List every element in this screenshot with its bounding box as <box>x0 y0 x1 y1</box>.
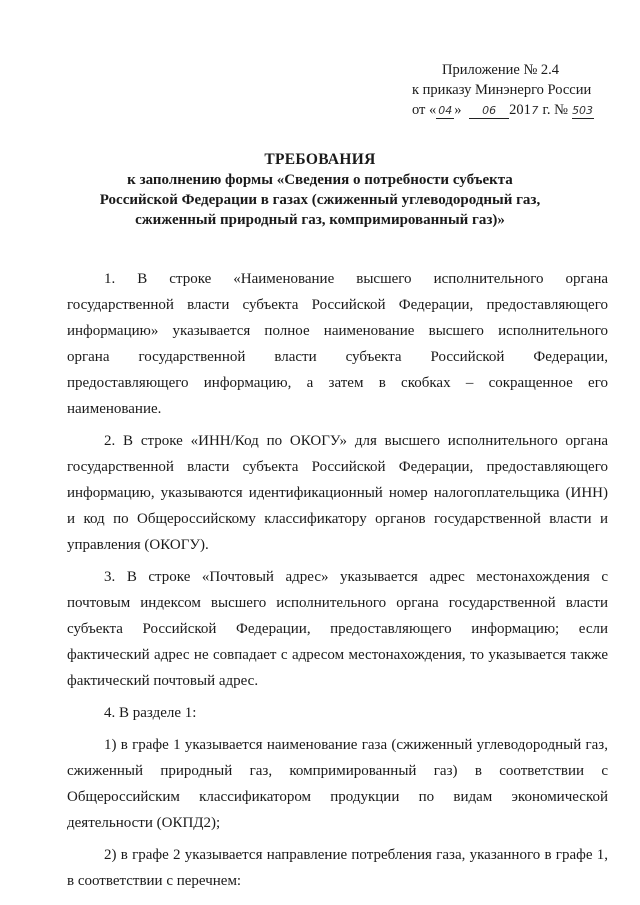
paragraph-4-item-2: 2) в графе 2 указывается направление потребления газа, указанного в графе 1, в соответствии с перечнем: <box>67 847 608 889</box>
handwritten-year-digit: 7 <box>531 104 539 117</box>
appendix-order-date <box>412 100 622 120</box>
year-suffix: г. № <box>538 102 568 118</box>
handwritten-month: 06 <box>469 104 509 119</box>
date-prefix: от « <box>412 102 437 118</box>
handwritten-order-number: 503 <box>572 104 594 117</box>
document-title <box>90 150 550 230</box>
paragraph-4-item-1: 1) в графе 1 указывается наименование газа (сжиженный углеводородный газ, сжиженный природный газ, компримированный газ) в соответствии с Общероссийским классификатором продукции по видам экономической деятельности (ОКПД2); <box>67 737 608 831</box>
year-prefix: 201 <box>509 102 531 118</box>
paragraph-4: 4. В разделе 1: <box>104 705 197 721</box>
date-mid: » <box>454 102 462 118</box>
document-body <box>67 266 608 900</box>
title-main: ТРЕБОВАНИЯ <box>264 151 376 168</box>
appendix-order-reference: к приказу Минэнерго России <box>412 82 592 98</box>
handwritten-day: 04 <box>438 104 453 117</box>
paragraph-1: 1. В строке «Наименование высшего исполнительного органа государственной власти субъекта Российской Федерации, предоставляющего информацию» указывается полное наименование высшего исполнительного органа государственной власти субъекта Российской Федерации, предоставляющего информацию, а затем в скобках – сокращенное его наименование. <box>67 271 608 417</box>
paragraph-2: 2. В строке «ИНН/Код по ОКОГУ» для высшего исполнительного органа государственной власти субъекта Российской Федерации, предоставляющего информацию, указываются идентификационный номер налогоплательщика (ИНН) и код по Общероссийскому классификатору органов государственной власти и управления (ОКОГУ). <box>67 433 608 553</box>
appendix-number: Приложение № 2.4 <box>442 62 560 78</box>
appendix-header <box>412 60 622 120</box>
paragraph-3: 3. В строке «Почтовый адрес» указывается адрес местонахождения с почтовым индексом высшего исполнительного органа государственной власти субъекта Российской Федерации, предоставляющего информацию; если фактический адрес не совпадает с адресом местонахождения, то указывается также фактический почтовый адрес. <box>67 569 608 689</box>
title-subtitle: к заполнению формы «Сведения о потребности субъекта Российской Федерации в газах (сжиженный углеводородный газ, сжиженный природный газ, компримированный газ)» <box>99 172 541 228</box>
